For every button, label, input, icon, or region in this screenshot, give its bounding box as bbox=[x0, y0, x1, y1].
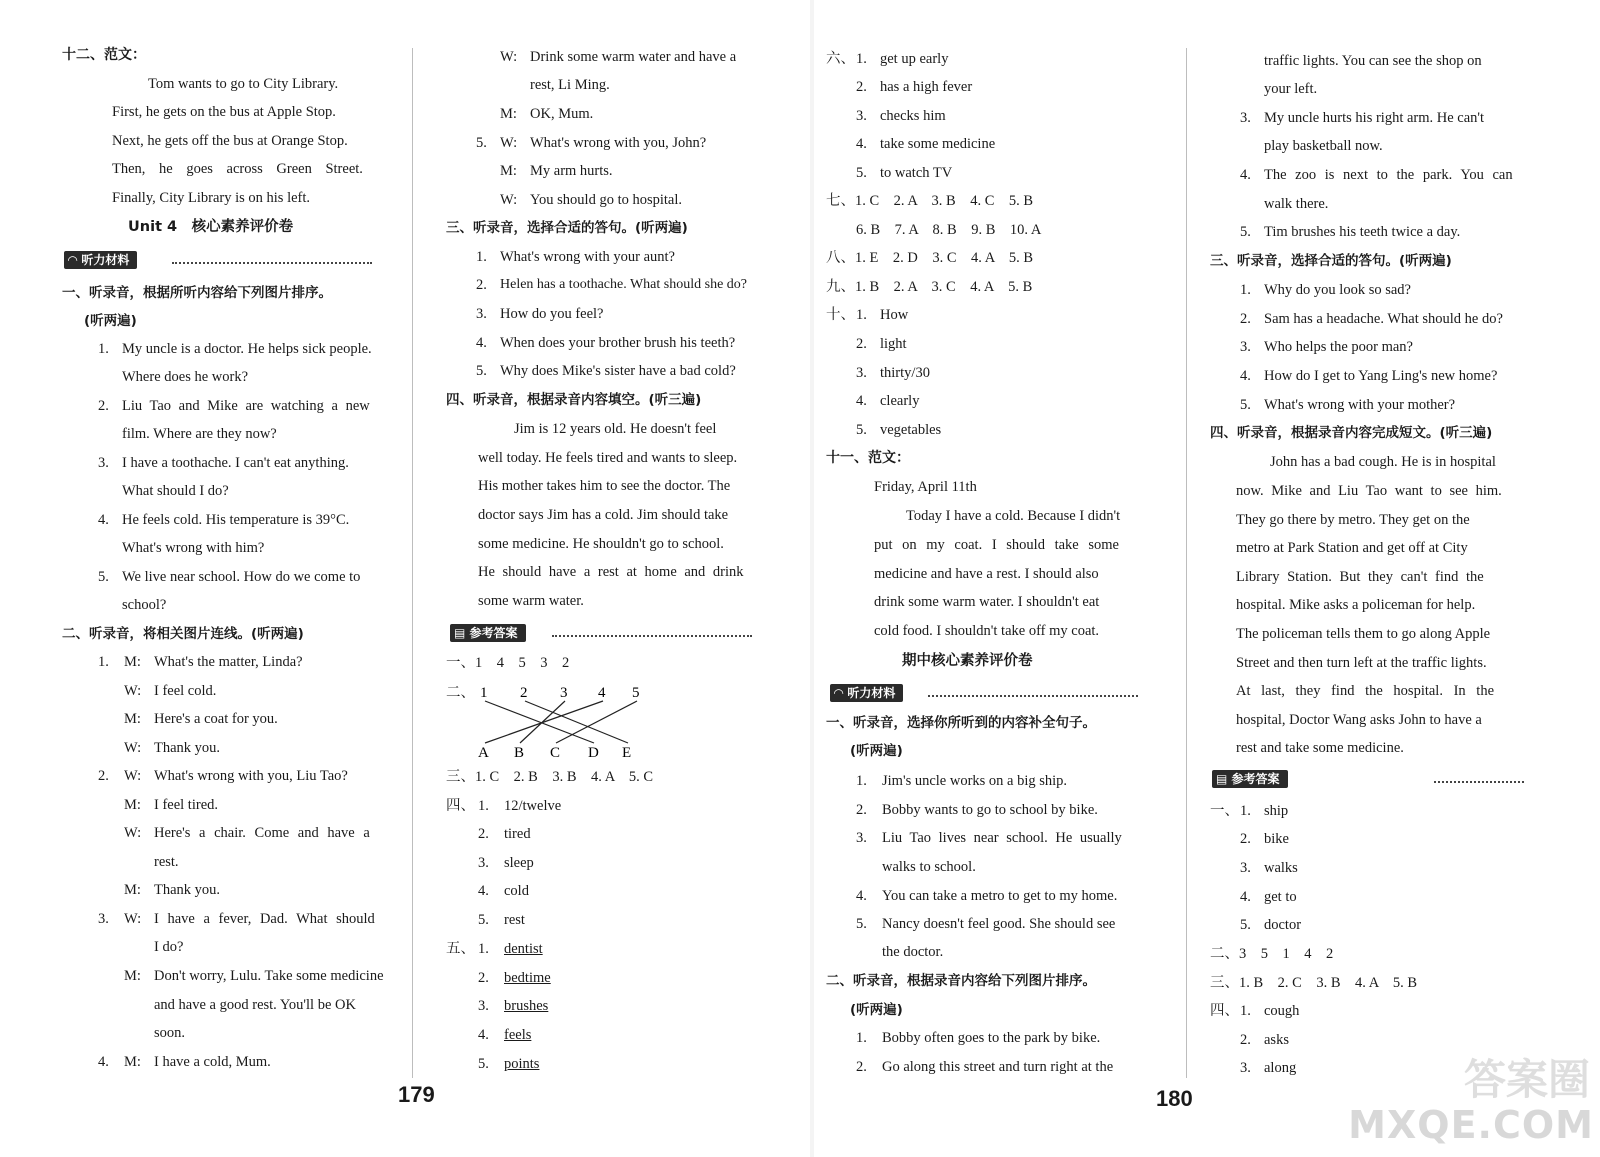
dialogue-line: rest, Li Ming. bbox=[530, 77, 610, 93]
match-top-label: 3 bbox=[560, 685, 568, 701]
dialogue-line: rest. bbox=[154, 854, 179, 870]
item-number: 1. bbox=[1240, 1003, 1251, 1019]
answer-line: 三、1. B 2. C 3. B 4. A 5. B bbox=[1210, 975, 1418, 991]
answer-word: tired bbox=[504, 826, 531, 842]
answer-label: 二、 bbox=[446, 685, 475, 701]
answer-word: clearly bbox=[880, 393, 920, 409]
item-number: 4. bbox=[98, 512, 109, 528]
answer-label: 五、 bbox=[446, 941, 475, 957]
essay-line: Tom wants to go to City Library. bbox=[148, 76, 339, 92]
dialogue-line: Here's a coat for you. bbox=[154, 711, 278, 727]
listening-item: Why do you look so sad? bbox=[1264, 282, 1411, 298]
answer-word: How bbox=[880, 307, 909, 323]
item-number: 4. bbox=[1240, 368, 1251, 384]
answer-line: 九、1. B 2. A 3. C 4. A 5. B bbox=[826, 279, 1033, 295]
answer-label: 六、 bbox=[826, 51, 855, 67]
item-number: 2. bbox=[98, 398, 109, 414]
item-number: 2. bbox=[856, 336, 867, 352]
dialogue-line: You should go to hospital. bbox=[530, 192, 683, 208]
answer-word: sleep bbox=[504, 855, 534, 871]
answer-word: bedtime bbox=[504, 970, 551, 986]
passage-line: They go there by metro. They get on the bbox=[1236, 512, 1470, 528]
item-number: 4. bbox=[478, 883, 489, 899]
item-number: 2. bbox=[476, 277, 487, 293]
listening-item: We live near school. How do we come to bbox=[122, 569, 361, 585]
listening-item: Why does Mike's sister have a bad cold? bbox=[500, 363, 736, 379]
section-heading: 三、听录音，选择合适的答句。(听两遍) bbox=[446, 220, 688, 236]
column-divider bbox=[1186, 48, 1187, 1078]
listening-item: What's wrong with your aunt? bbox=[500, 249, 675, 265]
section-note: (听两遍) bbox=[850, 743, 903, 759]
item-number: 1. bbox=[98, 341, 109, 357]
dialogue-line: soon. bbox=[154, 1025, 186, 1041]
answer-phrase: take some medicine bbox=[880, 136, 996, 152]
item-number: 1. bbox=[856, 51, 867, 67]
answer-word: bike bbox=[1264, 831, 1289, 847]
match-bottom-label: A bbox=[478, 745, 489, 761]
essay-line: First, he gets on the bus at Apple Stop. bbox=[112, 104, 336, 120]
item-number: 1. bbox=[856, 773, 867, 789]
passage-line: hospital, Doctor Wang asks John to have a bbox=[1236, 712, 1482, 728]
binding-gutter bbox=[810, 0, 814, 1157]
match-top-label: 4 bbox=[598, 685, 606, 701]
listening-item: walk there. bbox=[1264, 196, 1329, 212]
listening-item: Sam has a headache. What should he do? bbox=[1264, 311, 1503, 327]
section-heading: 一、听录音，根据所听内容给下列图片排序。 bbox=[62, 285, 332, 301]
listening-item: What's wrong with him? bbox=[122, 540, 265, 556]
passage-line: some medicine. He shouldn't go to school. bbox=[478, 536, 724, 552]
item-number: 3. bbox=[478, 998, 489, 1014]
listening-item: your left. bbox=[1264, 81, 1318, 97]
listening-item: Bobby wants to go to school by bike. bbox=[882, 802, 1098, 818]
answer-word: thirty/30 bbox=[880, 365, 930, 381]
item-number: 1. bbox=[476, 249, 487, 265]
item-number: 4. bbox=[98, 1054, 109, 1070]
speaker: M: bbox=[124, 1054, 141, 1070]
dotted-leader bbox=[1434, 781, 1524, 783]
listening-item: You can take a metro to get to my home. bbox=[882, 888, 1118, 904]
answer-phrase: to watch TV bbox=[880, 165, 953, 181]
speaker: W: bbox=[124, 768, 142, 784]
dialogue-line: I have a fever, Dad. What should bbox=[154, 911, 375, 927]
listening-item: How do I get to Yang Ling's new home? bbox=[1264, 368, 1498, 384]
listening-item: What should I do? bbox=[122, 483, 229, 499]
answer-phrase: has a high fever bbox=[880, 79, 973, 95]
item-number: 2. bbox=[478, 970, 489, 986]
speaker: M: bbox=[124, 711, 141, 727]
answer-phrase: get up early bbox=[880, 51, 949, 67]
section-note: (听两遍) bbox=[84, 313, 137, 329]
speaker: W: bbox=[124, 911, 142, 927]
answer-word: vegetables bbox=[880, 422, 942, 438]
item-number: 4. bbox=[1240, 889, 1251, 905]
item-number: 5. bbox=[478, 1056, 489, 1072]
section-heading: 四、听录音，根据录音内容完成短文。(听三遍) bbox=[1210, 425, 1493, 441]
listening-item: the doctor. bbox=[882, 944, 944, 960]
item-number: 5. bbox=[476, 363, 487, 379]
tag-label: 参考答案 bbox=[1231, 772, 1280, 786]
speaker: M: bbox=[124, 654, 141, 670]
essay-line: Finally, City Library is on his left. bbox=[112, 190, 311, 206]
listening-item: He feels cold. His temperature is 39°C. bbox=[122, 512, 350, 528]
speaker: M: bbox=[124, 968, 141, 984]
item-number: 3. bbox=[1240, 1060, 1251, 1076]
item-number: 3. bbox=[1240, 339, 1251, 355]
item-number: 1. bbox=[478, 941, 489, 957]
passage-line: He should have a rest at home and drink bbox=[478, 564, 744, 580]
tag-label: 听力材料 bbox=[847, 686, 896, 700]
listening-item: The zoo is next to the park. You can bbox=[1264, 167, 1513, 183]
page-number-left: 179 bbox=[398, 1082, 435, 1107]
match-top-label: 1 bbox=[480, 685, 488, 701]
listening-item: play basketball now. bbox=[1264, 138, 1383, 154]
diary-line: cold food. I shouldn't take off my coat. bbox=[874, 623, 1100, 639]
speaker: M: bbox=[124, 797, 141, 813]
answer-key-tag: ▤ 参考答案 bbox=[1212, 770, 1288, 788]
passage-line: Jim is 12 years old. He doesn't feel bbox=[514, 421, 717, 437]
answer-line: 6. B 7. A 8. B 9. B 10. A bbox=[856, 222, 1042, 238]
speaker: M: bbox=[500, 106, 517, 122]
item-number: 4. bbox=[476, 335, 487, 351]
listening-item: film. Where are they now? bbox=[122, 426, 277, 442]
passage-line: The policeman tells them to go along Apple bbox=[1236, 626, 1491, 642]
speaker: M: bbox=[500, 163, 517, 179]
tag-label: 听力材料 bbox=[81, 253, 130, 267]
essay-line: Next, he gets off the bus at Orange Stop. bbox=[112, 133, 348, 149]
listening-material-tag: ◠ 听力材料 bbox=[64, 251, 137, 269]
speaker: W: bbox=[500, 192, 518, 208]
answer-label: 一、 bbox=[1210, 803, 1239, 819]
dotted-leader bbox=[552, 635, 752, 637]
section-heading: 二、听录音，将相关图片连线。(听两遍) bbox=[62, 626, 304, 642]
answer-word: points bbox=[504, 1056, 540, 1072]
item-number: 3. bbox=[856, 108, 867, 124]
dialogue-line: What's wrong with you, Liu Tao? bbox=[154, 768, 348, 784]
listening-item: My uncle hurts his right arm. He can't bbox=[1264, 110, 1485, 126]
listening-item: traffic lights. You can see the shop on bbox=[1264, 53, 1482, 69]
answer-line: 一、1 4 5 3 2 bbox=[446, 655, 570, 671]
item-number: 1. bbox=[1240, 803, 1251, 819]
item-number: 1. bbox=[856, 307, 867, 323]
item-number: 3. bbox=[478, 855, 489, 871]
item-number: 5. bbox=[476, 135, 487, 151]
listening-item: Go along this street and turn right at the bbox=[882, 1059, 1114, 1075]
item-number: 2. bbox=[98, 768, 109, 784]
answer-word: walks bbox=[1264, 860, 1298, 876]
section-heading: 十一、范文： bbox=[826, 450, 910, 466]
item-number: 3. bbox=[98, 911, 109, 927]
passage-line: At last, they find the hospital. In the bbox=[1236, 683, 1495, 699]
dialogue-line: Drink some warm water and have a bbox=[530, 49, 737, 65]
item-number: 5. bbox=[1240, 397, 1251, 413]
passage-line: some warm water. bbox=[478, 593, 584, 609]
speaker: M: bbox=[124, 882, 141, 898]
dialogue-line: and have a good rest. You'll be OK bbox=[154, 997, 356, 1013]
dotted-leader bbox=[928, 695, 1138, 697]
item-number: 2. bbox=[856, 802, 867, 818]
section-heading: 三、听录音，选择合适的答句。(听两遍) bbox=[1210, 253, 1452, 269]
item-number: 1. bbox=[98, 654, 109, 670]
dialogue-line: I feel cold. bbox=[154, 683, 217, 699]
listening-item: What's wrong with your mother? bbox=[1264, 397, 1456, 413]
paper-title: 期中核心素养评价卷 bbox=[902, 653, 1033, 669]
section-heading: 一、听录音，选择你所听到的内容补全句子。 bbox=[826, 715, 1096, 731]
item-number: 4. bbox=[856, 136, 867, 152]
answer-word: dentist bbox=[504, 941, 543, 957]
item-number: 5. bbox=[856, 916, 867, 932]
column-divider bbox=[412, 48, 413, 1078]
answer-word: 12/twelve bbox=[504, 798, 562, 814]
answer-label: 四、 bbox=[1210, 1003, 1239, 1019]
answer-phrase: checks him bbox=[880, 108, 946, 124]
item-number: 2. bbox=[1240, 831, 1251, 847]
listening-item: My uncle is a doctor. He helps sick people. bbox=[122, 341, 372, 357]
dialogue-line: What's the matter, Linda? bbox=[154, 654, 303, 670]
item-number: 3. bbox=[856, 830, 867, 846]
item-number: 4. bbox=[1240, 167, 1251, 183]
answer-key-tag: ▤ 参考答案 bbox=[450, 624, 526, 642]
speaker: W: bbox=[124, 683, 142, 699]
diary-line: medicine and have a rest. I should also bbox=[874, 566, 1099, 582]
speaker: W: bbox=[500, 135, 518, 151]
match-top-label: 5 bbox=[632, 685, 640, 701]
answer-line: 二、3 5 1 4 2 bbox=[1210, 946, 1334, 962]
dialogue-line: I feel tired. bbox=[154, 797, 219, 813]
match-top-label: 2 bbox=[520, 685, 528, 701]
section-note: (听两遍) bbox=[850, 1002, 903, 1018]
answer-word: get to bbox=[1264, 889, 1297, 905]
item-number: 5. bbox=[98, 569, 109, 585]
tag-label: 参考答案 bbox=[469, 626, 518, 640]
match-bottom-label: E bbox=[622, 745, 632, 761]
item-number: 4. bbox=[856, 393, 867, 409]
listening-item: Who helps the poor man? bbox=[1264, 339, 1413, 355]
listening-item: When does your brother brush his teeth? bbox=[500, 335, 736, 351]
item-number: 2. bbox=[856, 79, 867, 95]
item-number: 2. bbox=[856, 1059, 867, 1075]
dotted-leader bbox=[172, 262, 372, 264]
section-heading: 十二、范文： bbox=[62, 47, 146, 63]
match-bottom-label: C bbox=[550, 745, 561, 761]
answer-word: asks bbox=[1264, 1032, 1289, 1048]
listening-item: I have a toothache. I can't eat anything. bbox=[122, 455, 349, 471]
speaker: W: bbox=[500, 49, 518, 65]
answer-word: feels bbox=[504, 1027, 532, 1043]
page-number-right: 180 bbox=[1156, 1086, 1193, 1111]
item-number: 5. bbox=[856, 165, 867, 181]
passage-line: metro at Park Station and get off at City bbox=[1236, 540, 1468, 556]
passage-line: now. Mike and Liu Tao want to see him. bbox=[1236, 483, 1502, 499]
answer-line: 三、1. C 2. B 3. B 4. A 5. C bbox=[446, 769, 654, 785]
dialogue-line: OK, Mum. bbox=[530, 106, 594, 122]
item-number: 3. bbox=[98, 455, 109, 471]
answer-word: cough bbox=[1264, 1003, 1300, 1019]
diary-date: Friday, April 11th bbox=[874, 479, 977, 495]
answer-word: along bbox=[1264, 1060, 1297, 1076]
diary-line: drink some warm water. I shouldn't eat bbox=[874, 594, 1100, 610]
answer-label: 四、 bbox=[446, 798, 475, 814]
answer-word: light bbox=[880, 336, 907, 352]
answer-word: rest bbox=[504, 912, 525, 928]
dialogue-line: My arm hurts. bbox=[530, 163, 613, 179]
listening-item: Helen has a toothache. What should she do? bbox=[500, 277, 748, 292]
item-number: 2. bbox=[1240, 1032, 1251, 1048]
passage-line: John has a bad cough. He is in hospital bbox=[1270, 454, 1496, 470]
listening-item: Bobby often goes to the park by bike. bbox=[882, 1030, 1101, 1046]
passage-line: His mother takes him to see the doctor. The bbox=[478, 478, 731, 494]
match-bottom-label: B bbox=[514, 745, 525, 761]
dialogue-line: I have a cold, Mum. bbox=[154, 1054, 271, 1070]
section-heading: 四、听录音，根据录音内容填空。(听三遍) bbox=[446, 392, 702, 408]
item-number: 3. bbox=[476, 306, 487, 322]
match-bottom-label: D bbox=[588, 745, 599, 761]
dialogue-line: What's wrong with you, John? bbox=[530, 135, 707, 151]
watermark-logo: 答案圈 bbox=[1463, 1055, 1590, 1104]
answer-label: 十、 bbox=[826, 307, 855, 323]
match-line bbox=[556, 701, 637, 743]
passage-line: well today. He feels tired and wants to sleep. bbox=[478, 450, 738, 466]
answer-line: 七、1. C 2. A 3. B 4. C 5. B bbox=[826, 193, 1034, 209]
item-number: 4. bbox=[856, 888, 867, 904]
item-number: 2. bbox=[1240, 311, 1251, 327]
passage-line: doctor says Jim has a cold. Jim should take bbox=[478, 507, 729, 523]
listening-item: Where does he work? bbox=[122, 369, 249, 385]
item-number: 3. bbox=[1240, 860, 1251, 876]
listening-item: Liu Tao lives near school. He usually bbox=[882, 830, 1122, 846]
diary-line: Today I have a cold. Because I didn't bbox=[906, 508, 1121, 524]
matching-diagram bbox=[476, 683, 656, 763]
answer-line: 八、1. E 2. D 3. C 4. A 5. B bbox=[826, 250, 1034, 266]
listening-material-tag: ◠ 听力材料 bbox=[830, 684, 903, 702]
dialogue-line: I do? bbox=[154, 939, 184, 955]
item-number: 5. bbox=[1240, 917, 1251, 933]
watermark-text: MXQE.COM bbox=[1348, 1103, 1594, 1147]
passage-line: Street and then turn left at the traffic lights. bbox=[1236, 655, 1487, 671]
answer-word: ship bbox=[1264, 803, 1289, 819]
item-number: 5. bbox=[478, 912, 489, 928]
item-number: 2. bbox=[478, 826, 489, 842]
listening-item: walks to school. bbox=[882, 859, 976, 875]
listening-item: school? bbox=[122, 597, 167, 613]
listening-item: Nancy doesn't feel good. She should see bbox=[882, 916, 1116, 932]
dialogue-line: Thank you. bbox=[154, 882, 221, 898]
listening-item: Tim brushes his teeth twice a day. bbox=[1264, 224, 1461, 240]
passage-line: hospital. Mike asks a policeman for help. bbox=[1236, 597, 1476, 613]
essay-line: Then, he goes across Green Street. bbox=[112, 161, 363, 177]
item-number: 5. bbox=[856, 422, 867, 438]
passage-line: rest and take some medicine. bbox=[1236, 740, 1404, 756]
answer-word: cold bbox=[504, 883, 529, 899]
answer-word: brushes bbox=[504, 998, 549, 1014]
listening-item: Jim's uncle works on a big ship. bbox=[882, 773, 1068, 789]
dialogue-line: Here's a chair. Come and have a bbox=[154, 825, 370, 841]
item-number: 3. bbox=[856, 365, 867, 381]
item-number: 1. bbox=[856, 1030, 867, 1046]
diary-line: put on my coat. I should take some bbox=[874, 537, 1119, 553]
dialogue-line: Thank you. bbox=[154, 740, 221, 756]
listening-item: Liu Tao and Mike are watching a new bbox=[122, 398, 370, 414]
item-number: 4. bbox=[478, 1027, 489, 1043]
item-number: 1. bbox=[478, 798, 489, 814]
dialogue-line: Don't worry, Lulu. Take some medicine bbox=[154, 968, 384, 984]
item-number: 1. bbox=[1240, 282, 1251, 298]
unit-title: Unit 4 核心素养评价卷 bbox=[128, 219, 294, 235]
item-number: 5. bbox=[1240, 224, 1251, 240]
section-heading: 二、听录音，根据录音内容给下列图片排序。 bbox=[826, 973, 1096, 989]
item-number: 3. bbox=[1240, 110, 1251, 126]
listening-item: How do you feel? bbox=[500, 306, 604, 322]
speaker: W: bbox=[124, 740, 142, 756]
passage-line: Library Station. But they can't find the bbox=[1236, 569, 1484, 585]
answer-word: doctor bbox=[1264, 917, 1302, 933]
speaker: W: bbox=[124, 825, 142, 841]
